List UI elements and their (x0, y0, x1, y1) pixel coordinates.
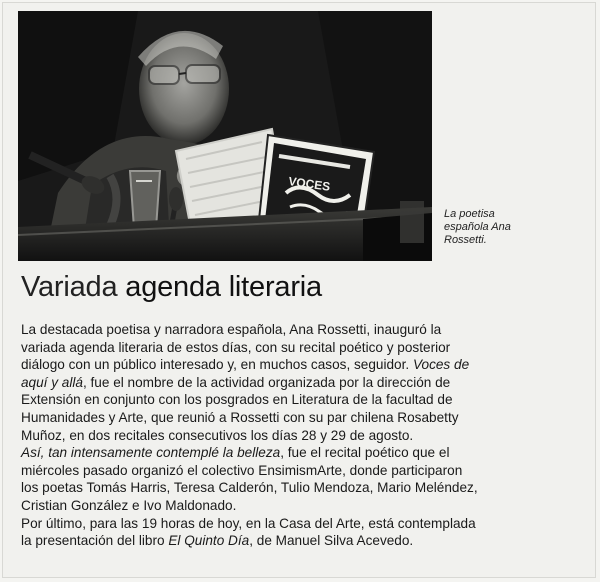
article-line (21, 444, 581, 462)
article-line (21, 374, 581, 392)
newspaper-clipping (2, 2, 596, 578)
headline-rest: agenda literaria (117, 271, 322, 303)
italic-title: El Quinto Día (168, 533, 250, 549)
photo-illustration (18, 11, 432, 261)
article-line: Por último, para las 19 horas de hoy, en la Casa del Arte, está contemplada (21, 515, 476, 531)
article-line (21, 532, 581, 550)
caption-line: Rossetti. (444, 234, 487, 246)
italic-title: Voces de (412, 357, 470, 373)
article-line: los poetas Tomás Harris, Teresa Calderón, Tulio Mendoza, Mario Meléndez, (21, 480, 478, 496)
article-headline (21, 269, 322, 305)
italic-title: aquí y allá (21, 374, 83, 390)
italic-title: Así, tan intensamente contemplé la belleza (21, 445, 281, 461)
article-line: miércoles pasado organizó el colectivo EnsimismArte, donde participaron (21, 462, 463, 478)
article-body (21, 321, 581, 550)
caption-line: La poetisa (444, 208, 495, 220)
article-line: Muñoz, en dos recitales consecutivos los días 28 y 29 de agosto. (21, 427, 414, 443)
article-text-segment: , fue el recital poético que el (280, 445, 450, 461)
book-title: VOCES (287, 174, 332, 194)
caption-line: española Ana (444, 221, 511, 233)
article-text-segment: , fue el nombre de la actividad organizada por la dirección de (82, 374, 451, 390)
article-line: variada agenda literaria de estos días, con su recital poético y posterior (21, 339, 451, 355)
article-line: Humanidades y Arte, que reunió a Rossetti con su par chilena Rosabetty (21, 409, 459, 425)
article-text-segment: la presentación del libro (21, 533, 169, 549)
headline-first-word: Variada (21, 271, 118, 303)
article-text-segment: , de Manuel Silva Acevedo. (249, 533, 414, 549)
article-line (21, 356, 581, 374)
article-line: Extensión en conjunto con los posgrados en Literatura de la facultad de (21, 392, 453, 408)
article-text-segment: diálogo con un público interesado y, en muchos casos, seguidor. (21, 357, 413, 373)
article-line: Cristian González e Ivo Maldonado. (21, 497, 237, 513)
article-line: La destacada poetisa y narradora española, Ana Rossetti, inauguró la (21, 322, 442, 337)
poet-reading-photo (18, 11, 432, 261)
photo-caption (444, 208, 584, 247)
